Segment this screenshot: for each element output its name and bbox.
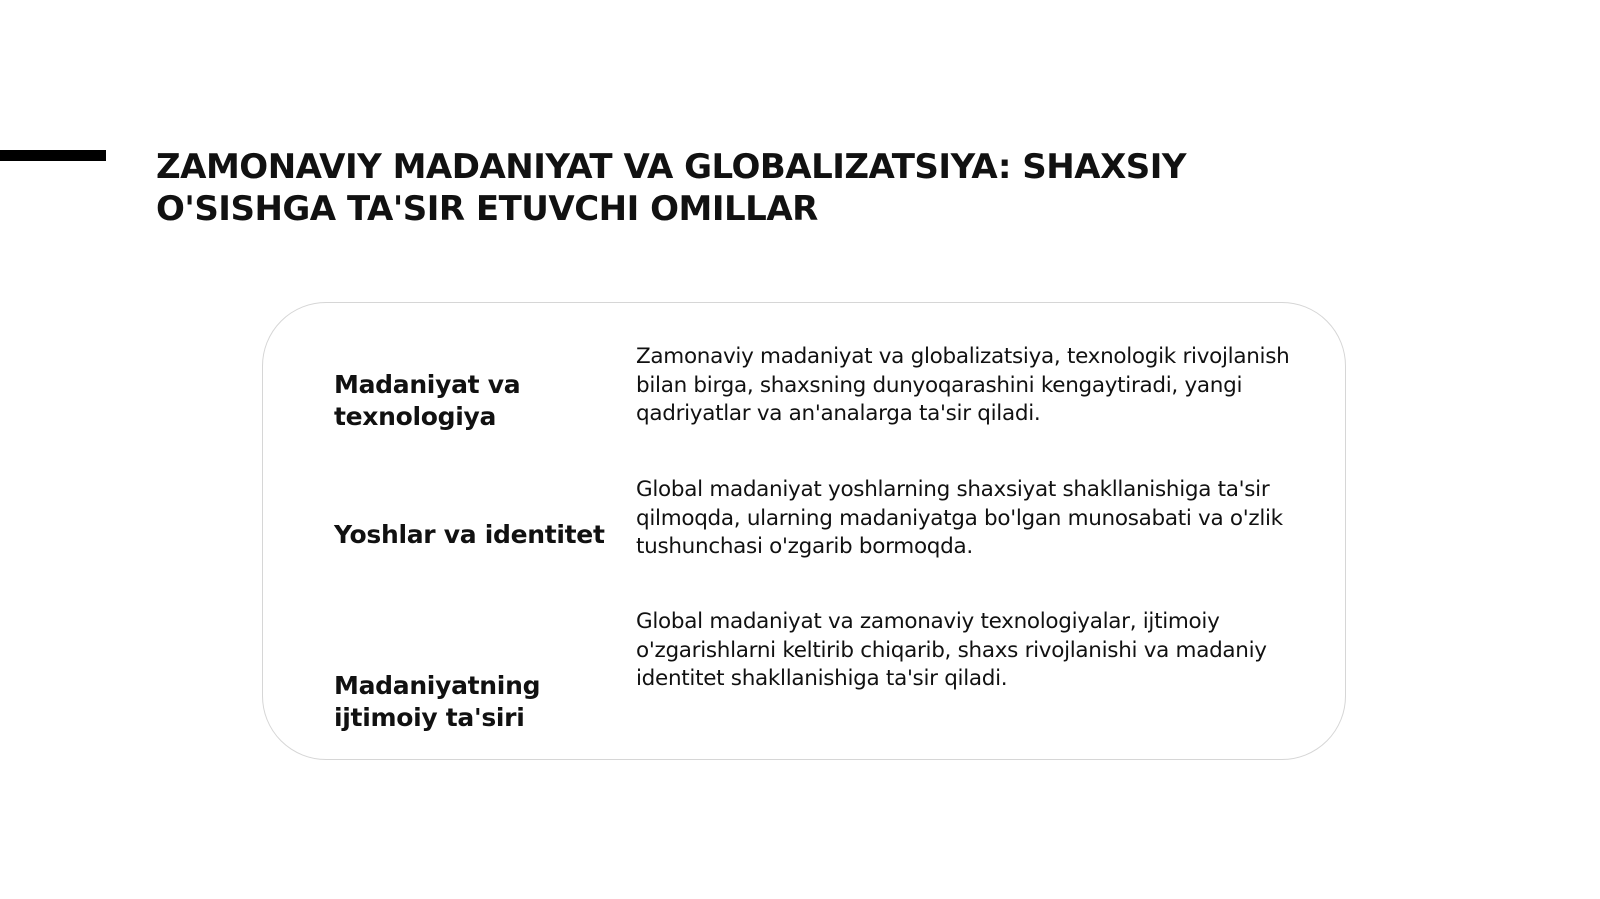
row-text-madaniyat-texnologiya: Zamonaviy madaniyat va globalizatsiya, texnologik rivojlanish bilan birga, shaxsning dunyoqarashini kengaytiradi, yangi qadriyatlar va an'analarga ta'sir qiladi. [636, 344, 1290, 426]
row-label-yoshlar-identitet: Yoshlar va identitet [334, 520, 605, 549]
row-text-yoshlar-identitet: Global madaniyat yoshlarning shaxsiyat shakllanishiga ta'sir qilmoqda, ularning madaniyatga bo'lgan munosabati va o'zlik tushunchasi o'zgarib bormoqda. [636, 477, 1283, 559]
row-label-ijtimoiy-tasir: Madaniyatning ijtimoiy ta'siri [334, 671, 541, 732]
slide-title: ZAMONAVIY MADANIYAT VA GLOBALIZATSIYA: SHAXSIY O'SISHGA TA'SIR ETUVCHI OMILLAR [156, 147, 1187, 229]
row-text-ijtimoiy-tasir: Global madaniyat va zamonaviy texnologiyalar, ijtimoiy o'zgarishlarni keltirib chiqarib, shaxs rivojlanishi va madaniy identitet shakllanishiga ta'sir qiladi. [636, 609, 1267, 691]
title-accent-bar [0, 150, 106, 161]
row-label-madaniyat-texnologiya: Madaniyat va texnologiya [334, 370, 521, 431]
